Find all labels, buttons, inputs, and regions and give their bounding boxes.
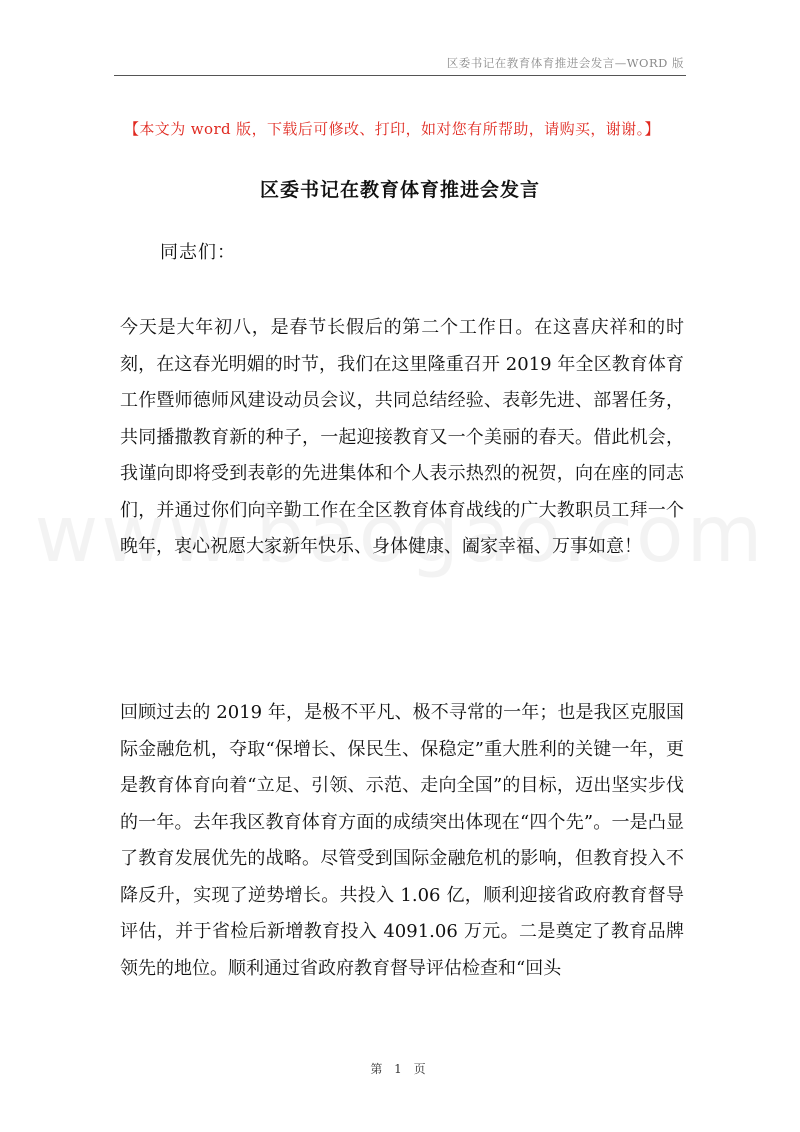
document-title: 区委书记在教育体育推进会发言 xyxy=(259,179,540,201)
page-number: 第 1 页 xyxy=(370,1062,430,1076)
body-paragraph-1: 今天是大年初八，是春节长假后的第二个工作日。在这喜庆祥和的时刻，在这春光明媚的时节，我们在这里隆重召开 2019 年全区教育体育工作暨师德师风建设动员会议，共同总结经验、表彰先进、部署任务，共同播撒教育新的种子，一起迎接教育又一个美丽的春天。借此机会，我谨向即将受到表彰的先进集体和个人表示热烈的祝贺，向在座的同志们，并通过你们向辛勤工作在全区教育体育战线的广大教职员工拜一个晚年，衷心祝愿大家新年快乐、身体健康、阖家幸福、万事如意！ xyxy=(120,317,684,557)
body-paragraph-2: 回顾过去的 2019 年，是极不平凡、极不寻常的一年；也是我区克服国际金融危机，夺取“保增长、保民生、保稳定”重大胜利的关键一年，更是教育体育向着“立足、引领、示范、走向全国”的目标，迈出坚实步伐的一年。去年我区教育体育方面的成绩突出体现在“四个先”。一是凸显了教育发展优先的战略。尽管受到国际金融危机的影响，但教育投入不降反升，实现了逆势增长。共投入 1.06 亿，顺利迎接省政府教育督导评估，并于省检后新增教育投入 4091.06 万元。二是奠定了教育品牌领先的地位。顺利通过省政府教育督导评估检查和“回头 xyxy=(120,702,684,979)
salutation: 同志们： xyxy=(160,242,236,263)
download-notice: 【本文为 word 版，下载后可修改、打印，如对您有所帮助，请购买，谢谢。】 xyxy=(124,120,660,138)
header-divider xyxy=(114,75,686,76)
running-header: 区委书记在教育体育推进会发言—WORD 版 xyxy=(446,56,684,70)
